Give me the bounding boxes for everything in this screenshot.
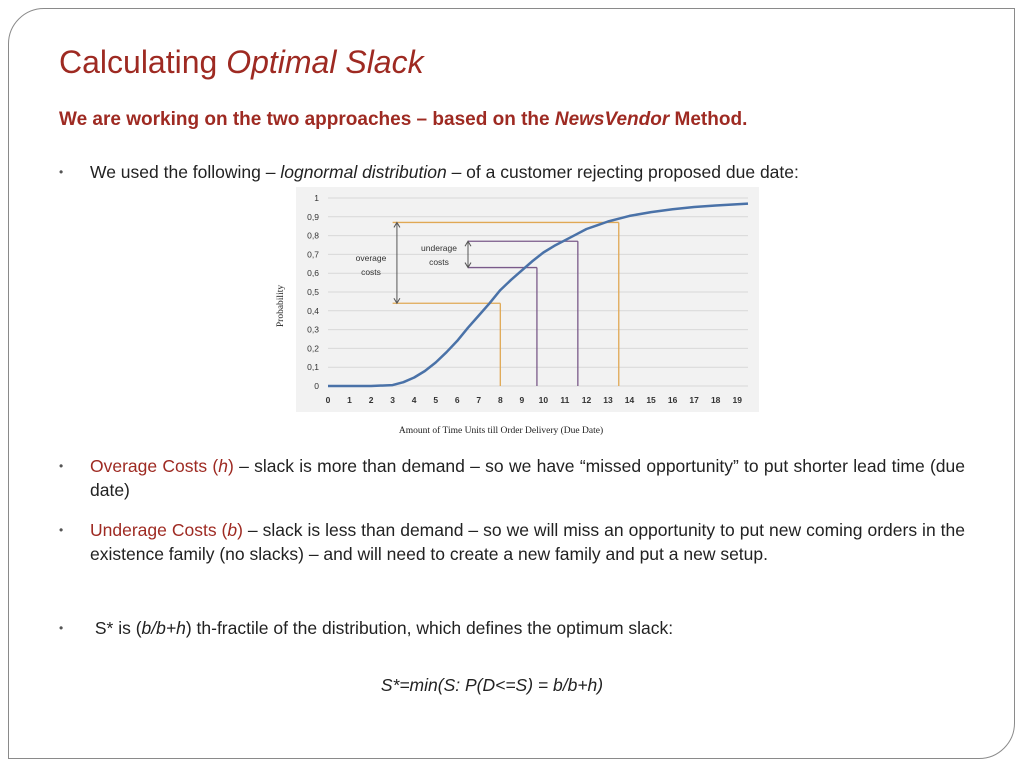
bullet-dot: • — [59, 621, 64, 635]
bullet-text-italic: lognormal distribution — [280, 162, 447, 182]
title-italic: Optimal Slack — [226, 44, 424, 80]
x-tick-label: 11 — [560, 395, 570, 405]
slide-subtitle — [59, 109, 747, 131]
y-tick-label: 0,6 — [307, 268, 319, 279]
x-tick-label: 16 — [667, 395, 678, 405]
x-tick-label: 19 — [732, 395, 742, 405]
overage-label-before: Overage Costs ( — [90, 456, 219, 476]
bullet-dot: • — [59, 165, 64, 179]
slide-title — [59, 44, 424, 81]
y-tick-label: 0,3 — [307, 324, 319, 335]
s-star-after: ) th-fractile of the distribution, which defines the optimum slack: — [185, 618, 674, 638]
x-tick-label: 9 — [519, 395, 525, 405]
x-tick-label: 6 — [454, 395, 460, 405]
y-tick-label: 0,8 — [307, 230, 319, 241]
cost-annotation-label: overage — [355, 253, 387, 263]
x-tick-label: 12 — [581, 395, 592, 405]
y-tick-label: 0,1 — [307, 362, 319, 373]
title-plain: Calculating — [59, 44, 227, 80]
y-tick-label: 0,9 — [307, 211, 319, 222]
y-tick-label: 0 — [314, 381, 319, 391]
subtitle-italic: NewsVendor — [554, 109, 670, 130]
y-tick-label: 1 — [314, 193, 319, 203]
x-tick-label: 8 — [497, 395, 503, 405]
y-axis-label: Probability — [276, 284, 286, 328]
x-tick-label: 15 — [646, 395, 656, 405]
bullet-text — [90, 454, 965, 502]
x-tick-label: 10 — [538, 395, 549, 405]
cost-annotation-label: underage — [421, 243, 457, 253]
x-tick-label: 2 — [368, 395, 374, 405]
bullet-text-after: – of a customer rejecting proposed due date: — [446, 162, 799, 182]
underage-label-before: Underage Costs ( — [90, 520, 228, 540]
bullet-text — [90, 616, 965, 640]
x-tick-label: 3 — [390, 395, 395, 405]
overage-symbol: h — [218, 456, 228, 476]
x-tick-label: 0 — [325, 395, 331, 405]
y-tick-label: 0,2 — [307, 343, 319, 354]
bullet-dot: • — [59, 523, 64, 537]
underage-label-after: ) — [237, 520, 243, 540]
bullet-text-before: We used the following – — [90, 162, 281, 182]
underage-symbol: b — [227, 520, 238, 540]
optimal-slack-formula: S*=min(S: P(D<=S) = b/b+h) — [380, 675, 604, 695]
chart-panel — [296, 187, 759, 412]
cost-annotation-label: costs — [429, 257, 449, 267]
s-star-italic: b/b+h — [141, 618, 186, 638]
y-tick-label: 0,4 — [307, 305, 319, 316]
x-tick-label: 4 — [411, 395, 417, 405]
subtitle-after: Method. — [669, 109, 748, 130]
x-tick-label: 5 — [433, 395, 439, 405]
cdf-chart — [296, 187, 759, 412]
x-tick-label: 17 — [689, 395, 699, 405]
x-axis-label: Amount of Time Units till Order Delivery (Due Date) — [398, 426, 604, 436]
subtitle-before: We are working on the two approaches – based on the — [59, 109, 555, 130]
x-tick-label: 7 — [476, 395, 482, 405]
y-tick-label: 0,7 — [307, 249, 319, 260]
bullet-text — [90, 518, 965, 566]
x-tick-label: 14 — [624, 395, 635, 405]
underage-description: – slack is less than demand – so we will miss an opportunity to put new coming orders in the existence family (no slacks) – and will need to create a new family and put a new setup. — [90, 520, 965, 564]
overage-label-after: ) — [227, 456, 234, 476]
cost-annotation-label: costs — [361, 267, 381, 277]
x-tick-label: 13 — [603, 395, 613, 405]
s-star-before: S* is ( — [90, 618, 142, 638]
bullet-dot: • — [59, 459, 64, 473]
y-tick-label: 0,5 — [307, 287, 319, 297]
x-tick-label: 18 — [710, 395, 721, 405]
cdf-curve — [328, 204, 748, 386]
bullet-text — [90, 160, 970, 184]
overage-description: – slack is more than demand – so we have “missed opportunity” to put shorter lead time (due date) — [90, 456, 966, 500]
x-tick-label: 1 — [347, 395, 352, 405]
